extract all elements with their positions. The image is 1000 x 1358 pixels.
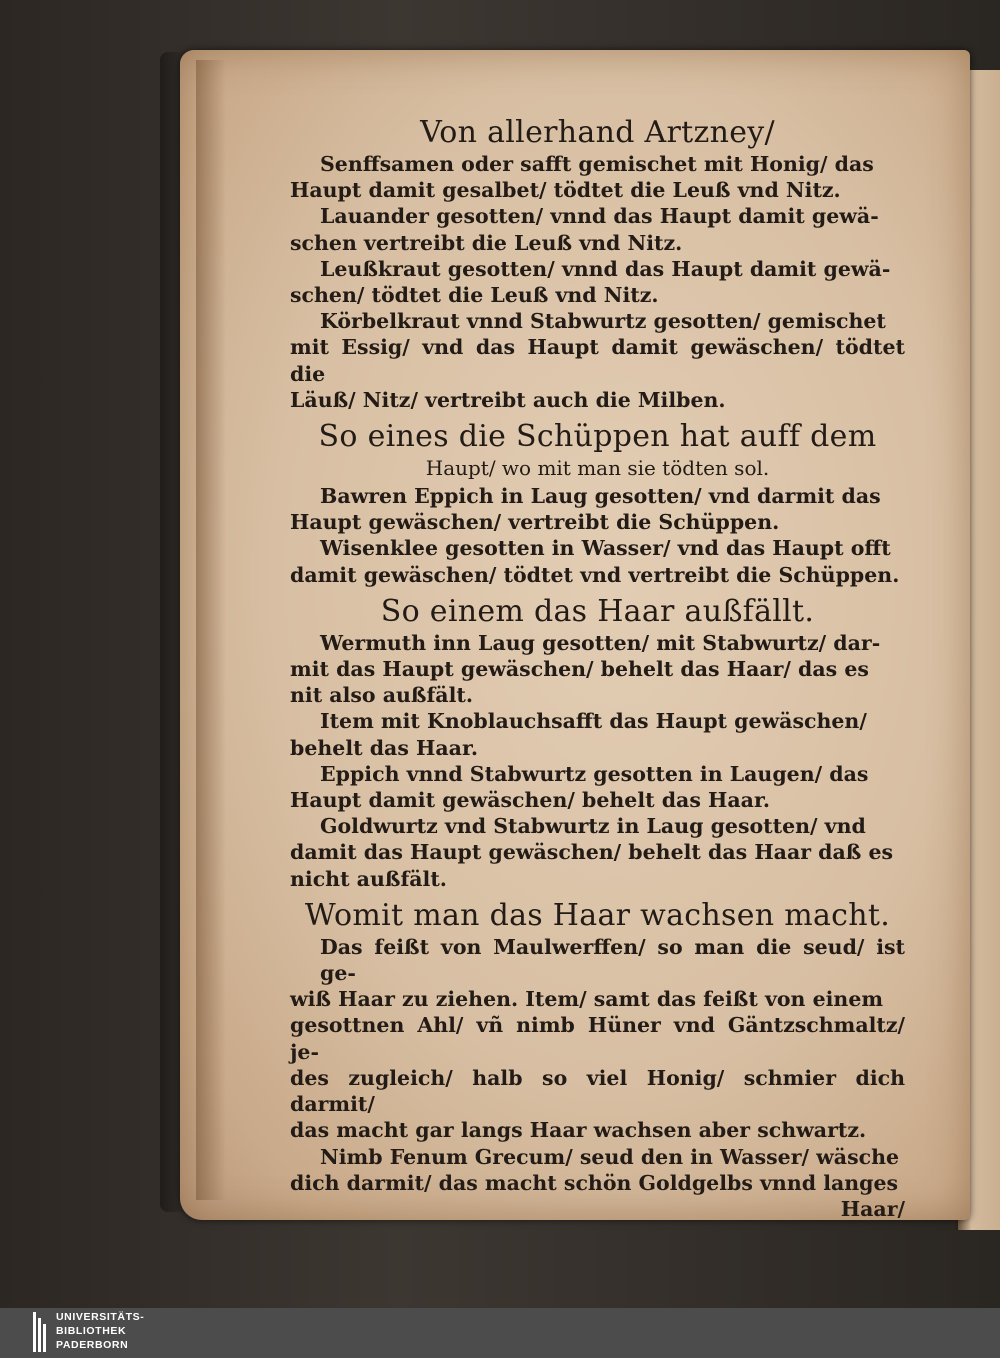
paragraph: Item mit Knoblauchsafft das Haupt gewäschen/ behelt das Haar. [290,709,867,760]
section-heading: So eines die Schüppen hat auff dem [318,419,877,455]
footer-bar [0,1308,1000,1358]
paragraph: Wermuth inn Laug gesotten/ mit Stabwurtz/ dar- mit das Haupt gewäschen/ behelt das Haar/ das es nit also außfält. [290,630,881,708]
section-heading: Womit man das Haar wachsen macht. [304,897,891,933]
page-text [290,115,905,1222]
paragraph: Körbelkraut vnnd Stabwurtz gesotten/ gemischet mit Essig/ vnd das Haupt damit gewäschen/ tödtet die Läuß/ Nitz/ vertreibt auch die Milben. [290,309,905,412]
paragraph: Nimb Fenum Grecum/ seud den in Wasser/ wäsche dich darmit/ das macht schön Goldgelbs vnnd langes [290,1144,900,1195]
paragraph: Leußkraut gesotten/ vnnd das Haupt damit gewä- schen/ tödtet die Leuß vnd Nitz. [290,256,891,308]
paragraph: Goldwurtz vnd Stabwurtz in Laug gesotten/ vnd damit das Haupt gewäschen/ behelt das Haar daß es nicht außfält. [290,814,894,891]
paragraph: Das feißt von Maulwerffen/ so man die seud/ ist ge- wiß Haar zu ziehen. Item/ samt das feißt von einem gesottnen Ahl/ vñ nimb Hüner vnd Gäntzschmaltz/ je- des zugleich/ halb so viel Honig/ schmier dich darmit/ das macht gar langs Haar wachsen aber schwartz. [290,934,905,1143]
paragraph: Bawren Eppich in Laug gesotten/ vnd darmit das Haupt gewäschen/ vertreibt die Schüppen. [290,484,881,535]
section-subheading: Haupt/ wo mit man sie tödten sol. [425,456,770,481]
paragraph: Lauander gesotten/ vnnd das Haupt damit gewä- schen vertreibt die Leuß vnd Nitz. [290,204,879,255]
library-logo-icon [33,1310,49,1354]
paragraph: Eppich vnnd Stabwurtz gesotten in Laugen/ das Haupt damit gewäschen/ behelt das Haar. [290,761,869,813]
section-heading: Von allerhand Artzney/ [420,115,775,150]
paragraph: Wisenklee gesotten in Wasser/ vnd das Haupt offt damit gewäschen/ tödtet vnd vertreibt die Schüppen. [290,536,900,587]
section-heading: So einem das Haar außfällt. [380,593,815,629]
catchword: Haar/ [840,1196,905,1221]
library-logo-text: UNIVERSITÄTS- BIBLIOTHEK PADERBORN [56,1311,145,1351]
page-gutter-shadow [196,60,226,1200]
paragraph: Senffsamen oder safft gemischet mit Honig/ das Haupt damit gesalbet/ tödtet die Leuß vnd Nitz. [290,152,874,203]
